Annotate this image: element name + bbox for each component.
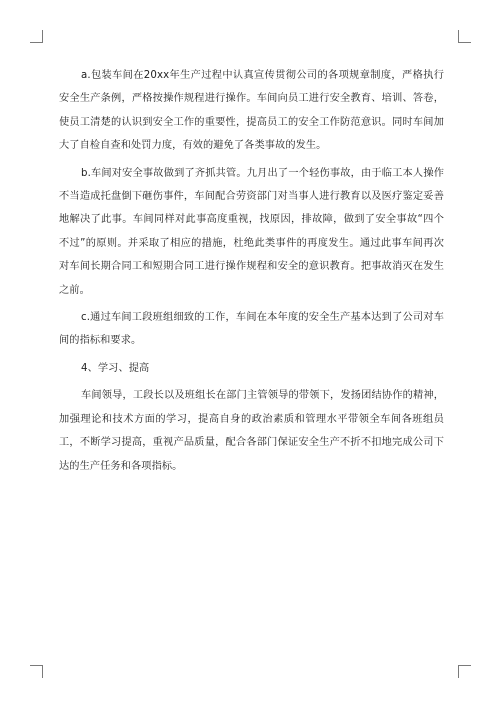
- paragraph-c-safety-targets: c.通过车间工段班组细致的工作，车间在本年度的安全生产基本达到了公司对车间的指标和要求。: [59, 312, 444, 347]
- paragraph-b-accident-management: b.车间对安全事故做到了齐抓共管。九月出了一个轻伤事故，由于临工本人操作不当造成托盘倒下砸伤事件，车间配合劳资部门对当事人进行教育以及医疗鉴定妥善地解决了此事。车间同样对此事高度重视，找原因，排故障，做到了安全事故“四个不过”的原则。并采取了相应的措施，杜绝此类事件的再度发生。通过此事车间再次对车间长期合同工和短期合同工进行操作规程和安全的意识教育。把事故消灭在发生之前。: [59, 167, 444, 296]
- section-heading-study-improve: 4、学习、提高: [81, 362, 150, 374]
- document-body: [59, 64, 444, 482]
- crop-mark-top-left: [30, 30, 43, 43]
- crop-mark-bottom-right: [458, 665, 471, 678]
- crop-mark-bottom-left: [30, 665, 43, 678]
- paragraph-leadership-learning: 车间领导，工段长以及班组长在部门主管领导的带领下，发扬团结协作的精神，加强理论和技术方面的学习，提高自身的政治素质和管理水平带领全车间各班组员工，不断学习提高，重视产品质量，配合各部门保证安全生产不折不扣地完成公司下达的生产任务和各项指标。: [59, 390, 444, 472]
- crop-mark-top-right: [458, 30, 471, 43]
- paragraph-a-safety-rules: a.包装车间在20xx年生产过程中认真宣传贯彻公司的各项规章制度，严格执行安全生产条例，严格按操作规程进行操作。车间向员工进行安全教育、培训、答卷，使员工清楚的认识到安全工作的重要性，提高员工的安全工作防范意识。同时车间加大了自检自查和处罚力度，有效的避免了各类事故的发生。: [59, 70, 444, 152]
